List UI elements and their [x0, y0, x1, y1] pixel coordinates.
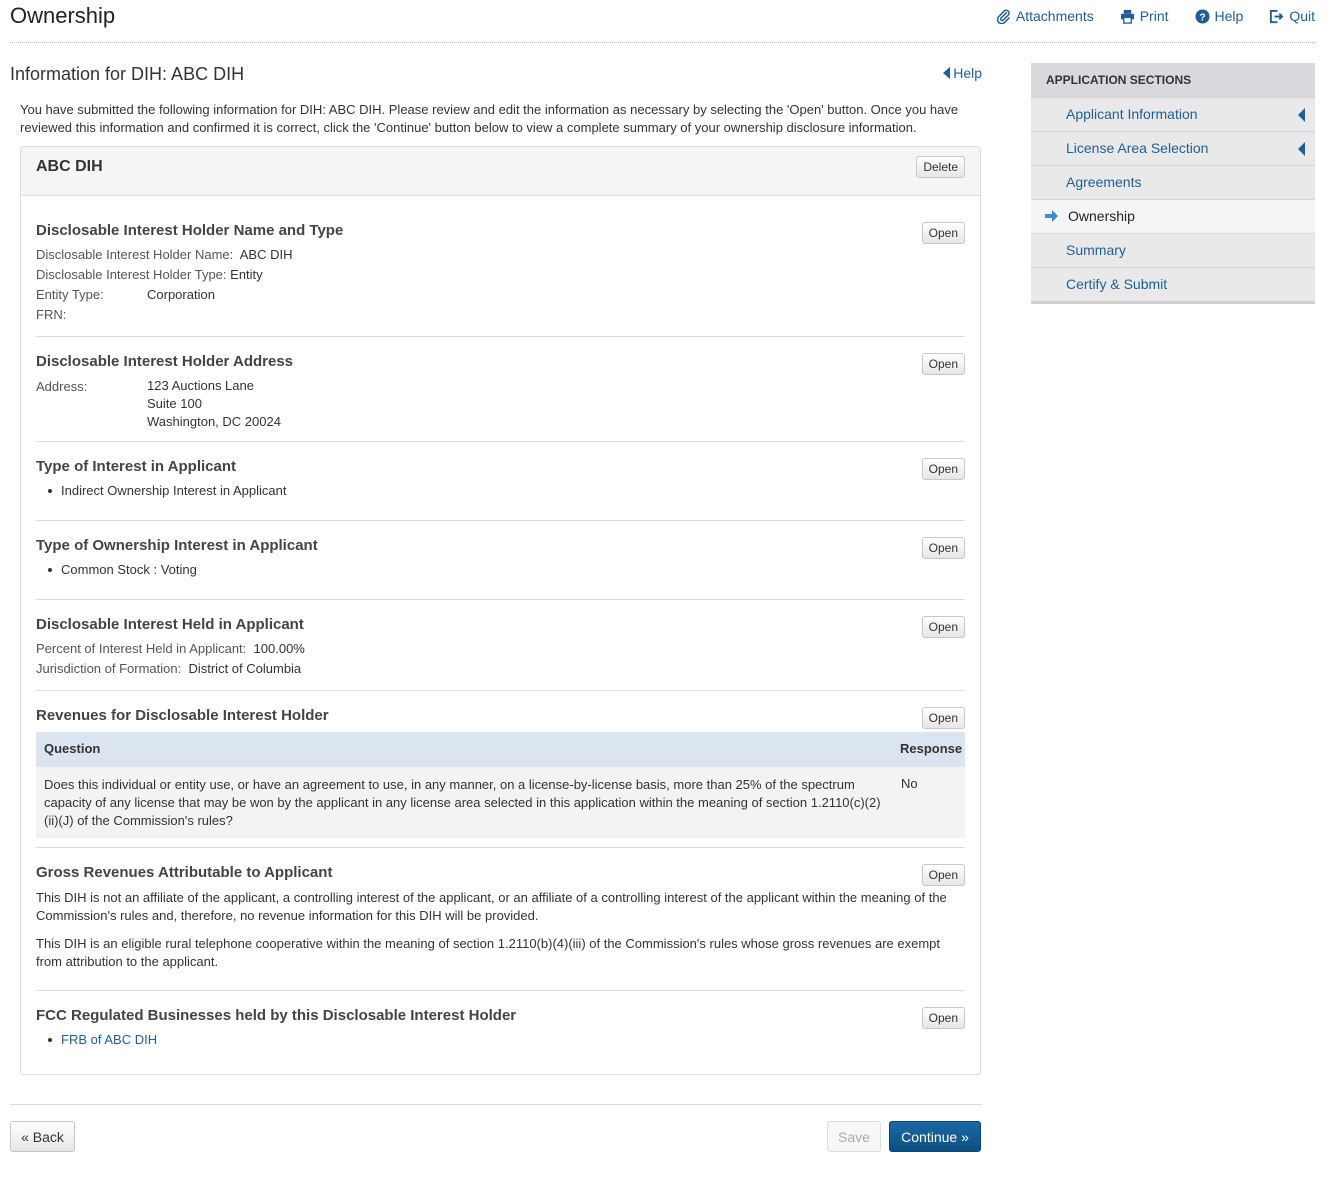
delete-button[interactable]: Delete: [916, 156, 965, 178]
revenues-table: [36, 732, 965, 838]
list-item: Common Stock : Voting: [61, 562, 197, 577]
print-link[interactable]: [1120, 8, 1169, 24]
arrow-right-icon: [1044, 209, 1059, 223]
address-key: Address:: [36, 379, 88, 394]
open-button-gross-revenues[interactable]: Open: [922, 864, 965, 886]
sidebar-item-label: Certify & Submit: [1066, 276, 1168, 292]
section-ownership-type: [36, 521, 965, 600]
address-value: 123 Auctions Lane Suite 100 Washington, DC 20024: [147, 378, 281, 429]
info-title: Information for DIH: ABC DIH: [10, 64, 245, 84]
open-button-interest-held[interactable]: Open: [922, 616, 965, 638]
help-label: Help: [953, 65, 982, 81]
sidebar-item-ownership[interactable]: [1031, 199, 1315, 233]
card-header: [21, 147, 980, 196]
section-interest-type: [36, 442, 965, 521]
name-row: Disclosable Interest Holder Name: ABC DIH: [36, 247, 293, 262]
sidebar-item-certify-submit[interactable]: [1031, 267, 1315, 301]
back-button[interactable]: « Back: [10, 1121, 75, 1152]
sidebar-heading: APPLICATION SECTIONS: [1031, 63, 1315, 97]
list-item: Indirect Ownership Interest in Applicant: [61, 483, 287, 498]
frn-row: FRN:: [36, 307, 67, 322]
section-heading: Gross Revenues Attributable to Applicant: [36, 864, 333, 881]
entity-type-row: Entity Type:: [36, 287, 104, 302]
continue-button[interactable]: Continue »: [889, 1121, 981, 1152]
sidebar-item-label: Applicant Information: [1066, 106, 1198, 122]
table-header: [36, 732, 965, 767]
sidebar-item-label: License Area Selection: [1066, 140, 1209, 156]
page-header: [10, 0, 1315, 43]
section-heading: Disclosable Interest Holder Address: [36, 353, 294, 370]
caret-left-icon: [1298, 108, 1305, 122]
percent-row: Percent of Interest Held in Applicant: 100.00%: [36, 641, 305, 656]
svg-text:?: ?: [1198, 11, 1206, 23]
attachments-link[interactable]: [996, 8, 1094, 24]
card-title: ABC DIH: [36, 158, 103, 175]
page-title: Ownership: [10, 3, 116, 28]
open-button-name-type[interactable]: Open: [922, 222, 965, 244]
section-interest-held: [36, 600, 965, 691]
gross-revenues-paragraph-2: This DIH is an eligible rural telephone cooperative within the meaning of section 1.2110(b)(4)(iii) of the Commission's rules whose gross revenues are exempt from attribution to the applicant.: [36, 936, 941, 969]
section-heading: Type of Ownership Interest in Applicant: [36, 537, 318, 554]
save-button[interactable]: Save: [827, 1121, 881, 1152]
section-address: [36, 337, 965, 442]
sidebar-item-summary[interactable]: [1031, 233, 1315, 267]
quit-link[interactable]: [1269, 8, 1315, 24]
column-header-question: Question: [44, 741, 101, 756]
frb-link[interactable]: FRB of ABC DIH: [61, 1032, 158, 1047]
sidebar-item-license-area-selection[interactable]: [1031, 131, 1315, 165]
column-header-response: Response: [900, 741, 963, 756]
sidebar-item-label: Summary: [1066, 242, 1126, 258]
sidebar-item-agreements[interactable]: [1031, 165, 1315, 199]
gross-revenues-paragraph-1: This DIH is not an affiliate of the applicant, a controlling interest of the applicant, or an affiliate of a controlling interest of the applicant within the meaning of the Commission's rules and, therefore, no revenue information for this DIH will be provided.: [36, 890, 947, 923]
section-revenues: [36, 691, 965, 848]
sidebar-item-label: Ownership: [1068, 208, 1135, 224]
section-heading: FCC Regulated Businesses held by this Disclosable Interest Holder: [36, 1007, 517, 1024]
sidebar-item-label: Agreements: [1066, 174, 1142, 190]
printer-icon: [1120, 9, 1135, 24]
help-link[interactable]: [943, 65, 982, 81]
jurisdiction-row: Jurisdiction of Formation: District of Columbia: [36, 661, 302, 676]
section-name-type: [36, 196, 965, 337]
attachments-label: Attachments: [1015, 8, 1094, 24]
intro-text: You have submitted the following information for DIH: ABC DIH. Please review and edit the information as necessary by selecting the 'Open' button. Once you have reviewed this information and confirmed it is correct, click the 'Continue' button below to view a complete summary of your ownership disclosure information.: [20, 102, 959, 135]
footer-divider: [10, 1104, 982, 1105]
section-gross-revenues: [36, 848, 965, 991]
open-button-revenues[interactable]: Open: [922, 707, 965, 729]
open-button-address[interactable]: Open: [922, 353, 965, 375]
open-button-fcc-businesses[interactable]: Open: [922, 1007, 965, 1029]
caret-left-icon: [1298, 142, 1305, 156]
paperclip-icon: [996, 9, 1011, 24]
type-row: Disclosable Interest Holder Type: Entity: [36, 267, 263, 282]
application-sections-sidebar: [1031, 63, 1315, 304]
caret-left-icon: [943, 67, 950, 79]
list-item: [62, 1032, 157, 1047]
open-button-interest-type[interactable]: Open: [922, 458, 965, 480]
section-fcc-businesses: [36, 991, 965, 1071]
dih-card: [20, 146, 981, 1075]
open-button-ownership-type[interactable]: Open: [922, 537, 965, 559]
section-heading: Disclosable Interest Held in Applicant: [36, 616, 304, 633]
help-label-top: Help: [1214, 8, 1244, 24]
question-circle-icon: [1195, 9, 1210, 24]
toolbar: [996, 8, 1315, 24]
sign-out-icon: [1269, 9, 1284, 24]
print-label: Print: [1139, 8, 1169, 24]
question-cell: Does this individual or entity use, or have an agreement to use, in any manner, on a license-by-license basis, more than 25% of the spectrum capacity of any license that may be won by the applicant in any license area selected in this application within the meaning of section 1.2110(c)(2)(ii)(J) of the Commission's rules?: [44, 777, 881, 828]
response-cell: No: [901, 776, 918, 791]
entity-type-value: Corporation: [147, 287, 215, 302]
quit-label: Quit: [1289, 8, 1315, 24]
section-heading: Revenues for Disclosable Interest Holder: [36, 707, 329, 724]
section-heading: Type of Interest in Applicant: [36, 458, 237, 475]
help-link-top[interactable]: [1195, 8, 1244, 24]
sidebar-item-applicant-information[interactable]: [1031, 97, 1315, 131]
section-heading: Disclosable Interest Holder Name and Type: [36, 222, 344, 239]
